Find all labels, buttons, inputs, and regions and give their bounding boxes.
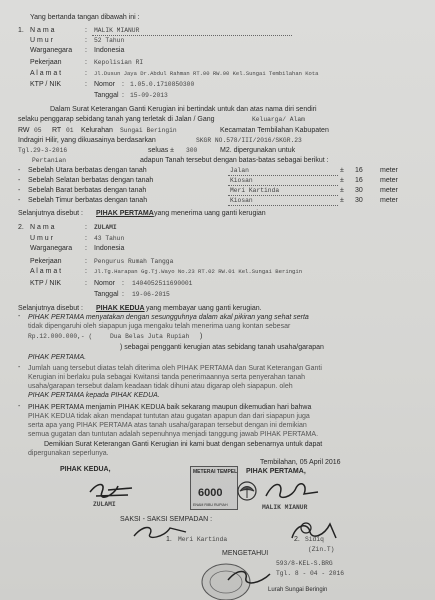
saksi-label: SAKSI - SAKSI SEMPADAN : [120, 516, 213, 523]
meterai-stamp [190, 466, 238, 510]
dotted-line [228, 185, 338, 186]
colon: : [85, 258, 87, 265]
saksi1-number: 1. [166, 536, 172, 543]
transition-post: yang menerima uang ganti kerugian [154, 210, 266, 217]
bullet: - [18, 403, 21, 410]
colon: : [85, 235, 87, 242]
para2-l13: serta apa yang PIHAK PERTAMA atas tanah usaha/garapan tersebut dengan ini demikian [28, 422, 307, 429]
stamp-value: 6000 [198, 487, 223, 499]
saksi2-name: Sidiq [305, 536, 324, 543]
party2-label-warga: Warganegara [30, 245, 73, 252]
pihak-kedua-label: PIHAK KEDUA, [60, 466, 111, 473]
para2-l9: usaha/garapan tersebut dalam keadaan tidak dihuni atau digarap oleh siapapun. oleh [28, 383, 293, 390]
border-length: 16 [355, 177, 363, 184]
border-unit: meter [380, 197, 398, 204]
party2-nama: ZULAMI [94, 224, 117, 231]
party2-pekerjaan: Pengurus Rumah Tangga [94, 258, 174, 265]
stamp-text: METERAI TEMPEL [193, 469, 238, 475]
lurah-label: Lurah Sungai Beringin [268, 587, 328, 593]
reg-date: Tgl. 8 - 04 - 2016 [276, 570, 345, 577]
bullet: - [18, 364, 21, 371]
colon: : [122, 92, 124, 99]
party1-label-ktp: KTP / NIK [30, 81, 61, 88]
border-separator: ± [340, 167, 344, 174]
para1-line1: Dalam Surat Keterangan Ganti Kerugian ini bertindak untuk dan atas nama diri sendiri [50, 106, 317, 113]
colon: : [85, 27, 87, 34]
party1-label-nama: N a m a [30, 27, 55, 34]
para2-l7: Jumlah uang tersebut diatas telah diterima oleh PIHAK PERTAMA dan Surat Keterangan Ganti [28, 365, 322, 372]
place-date: Tembilahan, 05 April 2016 [260, 459, 341, 466]
para2-l11: PIHAK PERTAMA menjamin PIHAK KEDUA baik sekarang maupun dikemudian hari bahwa [28, 404, 312, 411]
dotted-line [228, 175, 338, 176]
border-unit: meter [380, 167, 398, 174]
party2-label-pekerjaan: Pekerjaan [30, 258, 62, 265]
para2-l10: PIHAK PERTAMA kepada PIHAK KEDUA. [28, 392, 160, 399]
colon: : [85, 47, 87, 54]
party2-alamat: Jl.Tg.Harapan Gg.Tj.Wayo No.23 RT.02 RW.01 Kel.Sungai Beringin [94, 268, 303, 275]
party1-pekerjaan: Kepolisian RI [94, 59, 144, 66]
para1-kel-label: Kelurahan [81, 127, 113, 134]
para1-jalan: Keluarga/ Alam [252, 116, 305, 123]
colon: : [85, 224, 87, 231]
intro-text: Yang bertanda tangan dibawah ini : [30, 14, 140, 21]
para1-area: 300 [186, 147, 198, 154]
party2-tanggal-label: Tanggal [94, 291, 119, 298]
party1-label-pekerjaan: Pekerjaan [30, 59, 62, 66]
para1-rw: 05 [34, 127, 42, 134]
border-label: Sebelah Barat berbatas dengan tanah [28, 187, 147, 194]
signature-pertama [262, 478, 322, 504]
para2-l14: semua gugatan dan tuntutan adalah sepenuhnya menjadi tanggung jawab PIHAK PERTAMA. [28, 431, 319, 438]
colon: : [122, 291, 124, 298]
transition-role: PIHAK PERTAMA [96, 210, 154, 217]
para1-line2: selaku penggarap sebidang tanah yang terletak di Jalan / Gang [18, 116, 215, 123]
colon: : [122, 280, 124, 287]
colon: : [85, 280, 87, 287]
party2-tanggal: 19-06-2015 [132, 291, 170, 298]
name-pertama: MALIK MIANUR [262, 504, 308, 511]
party1-nama: MALIK MIANUR [94, 27, 140, 34]
bullet: - [18, 197, 21, 204]
garuda-emblem-icon [236, 480, 258, 502]
border-label: Sebelah Utara berbatas dengan tanah [28, 167, 147, 174]
colon: : [85, 37, 87, 44]
para2-l1-role: PIHAK KEDUA [96, 305, 145, 312]
bullet: - [18, 167, 21, 174]
colon: : [122, 81, 124, 88]
party1-label-alamat: A l a m a t [30, 70, 62, 77]
border-label: Sebelah Timur berbatas dengan tanah [28, 197, 148, 204]
para2-l5: ) sebagai pengganti kerugian atas sebidang tanah usaha/garapan [120, 344, 324, 351]
border-unit: meter [380, 187, 398, 194]
border-label: Sebelah Selatan berbatas dengan tanah [28, 177, 154, 184]
party1-ktp: 1.05.0.1710850300 [130, 81, 195, 88]
para1-date: Tgl.29-3-2016 [18, 147, 68, 154]
border-name: Kiosan [230, 197, 253, 204]
border-name: Kiosan [230, 177, 253, 184]
para2-l8: Kerugian ini berlaku pula sebagai Kwitansi tanda penerimaannya serta penyerahan tanah [28, 374, 306, 381]
bullet: - [18, 177, 21, 184]
bullet: - [18, 187, 21, 194]
party1-tanggal: 15-09-2013 [130, 92, 168, 99]
para1-kel: Sungai Beringin [120, 127, 177, 134]
para2-l1-pre: Selanjutnya disebut : [18, 305, 83, 312]
para2-l3: tidak dipengaruhi oleh siapapun juga mengaku telah menerima uang kontan sebesar [28, 323, 291, 330]
para2-l4-val: Rp.12.000.000,- ( [28, 333, 93, 340]
para1-guna: M2. dipergunakan untuk [220, 147, 296, 154]
name-kedua: ZULAMI [93, 501, 116, 508]
para2-l6: PIHAK PERTAMA. [28, 354, 87, 361]
pihak-pertama-label: PIHAK PERTAMA, [246, 468, 306, 475]
party1-label-umur: U m u r [30, 37, 53, 44]
para1-rw-label: RW [18, 127, 30, 134]
colon: : [85, 59, 87, 66]
saksi1-name: Meri Kartinda [178, 536, 228, 543]
para2-l1-post: yang membayar uang ganti kerugian. [146, 305, 262, 312]
dotted-line [228, 195, 338, 196]
para2-l15: Demikian Surat Keterangan Ganti Kerugian ini kami buat dengan sebenarnya untuk dapat [44, 441, 323, 448]
colon: : [85, 245, 87, 252]
party1-number: 1. [18, 27, 24, 34]
party2-number: 2. [18, 224, 24, 231]
party2-label-alamat: A l a m a t [30, 268, 62, 275]
colon: : [85, 268, 87, 275]
colon: : [85, 70, 87, 77]
party1-warga: Indonesia [94, 47, 125, 54]
para2-l16: dipergunakan seperlunya. [28, 450, 109, 457]
party2-label-ktp: KTP / NIK [30, 280, 61, 287]
para2-l2: PIHAK PERTAMA menyatakan dengan sesungguhnya dalam akal pikiran yang sehat serta [28, 314, 309, 321]
saksi2-number: 2. [294, 536, 300, 543]
para2-l12: PIHAK KEDUA tidak akan mendapat tuntutan atau gugatan apapun dan dari siapapun juga [28, 413, 310, 420]
para1-pertanian: Pertanian [32, 157, 67, 164]
reg-no: 593/8-KEL-S.BRG [276, 560, 333, 567]
border-unit: meter [380, 177, 398, 184]
border-name: Jalan [230, 167, 249, 174]
para1-rt: 01 [66, 127, 74, 134]
para2-l4-words: Dua Belas Juta Rupiah [110, 333, 190, 340]
border-separator: ± [340, 177, 344, 184]
transition-pre: Selanjutnya disebut : [18, 210, 83, 217]
border-separator: ± [340, 197, 344, 204]
party1-tanggal-label: Tanggal [94, 92, 119, 99]
dotted-line [92, 35, 292, 36]
para1-seluas: seluas ± [148, 147, 175, 154]
para1-skgr: SKGR NO.578/III/2016/SKGR.23 [196, 137, 302, 144]
mengetahui-label: MENGETAHUI [222, 550, 269, 557]
bullet: - [18, 313, 21, 320]
party2-label-nama: N a m a [30, 224, 55, 231]
para1-line4: Indragiri Hilir, yang dikuasainya berdasarkan [18, 137, 156, 144]
party1-ktp-label: Nomor [94, 81, 116, 88]
signature-lurah [224, 566, 274, 590]
party1-umur: 52 Tahun [94, 37, 125, 44]
colon: : [85, 81, 87, 88]
party2-warga: Indonesia [94, 245, 125, 252]
saksi2-paren: (Zin.T) [308, 546, 335, 553]
para1-rt-label: RT [52, 127, 62, 134]
para2-l4-end: ) [200, 333, 203, 340]
stamp-unit: ENAM RIBU RUPIAH [193, 503, 228, 507]
party2-ktp-label: Nomor [94, 280, 116, 287]
para1-kec: Kecamatan Tembilahan Kabupaten [220, 127, 329, 134]
border-name: Meri Kartinda [230, 187, 280, 194]
border-length: 30 [355, 187, 363, 194]
border-separator: ± [340, 187, 344, 194]
party2-label-umur: U m u r [30, 235, 53, 242]
dotted-line [228, 205, 338, 206]
para1-batas: adapun Tanah tersebut dengan batas-batas sebagai berikut : [140, 157, 329, 164]
party2-umur: 43 Tahun [94, 235, 125, 242]
border-length: 30 [355, 197, 363, 204]
party1-label-warga: Warganegara [30, 47, 73, 54]
border-length: 16 [355, 167, 363, 174]
party2-ktp: 1404052511690001 [132, 280, 193, 287]
signature-kedua [88, 478, 136, 500]
party1-alamat: Jl.Dusun Jaya Dr.Abdul Rahman RT.00 RW.00 Kel.Sungai Tembilahan Kota [94, 70, 319, 77]
